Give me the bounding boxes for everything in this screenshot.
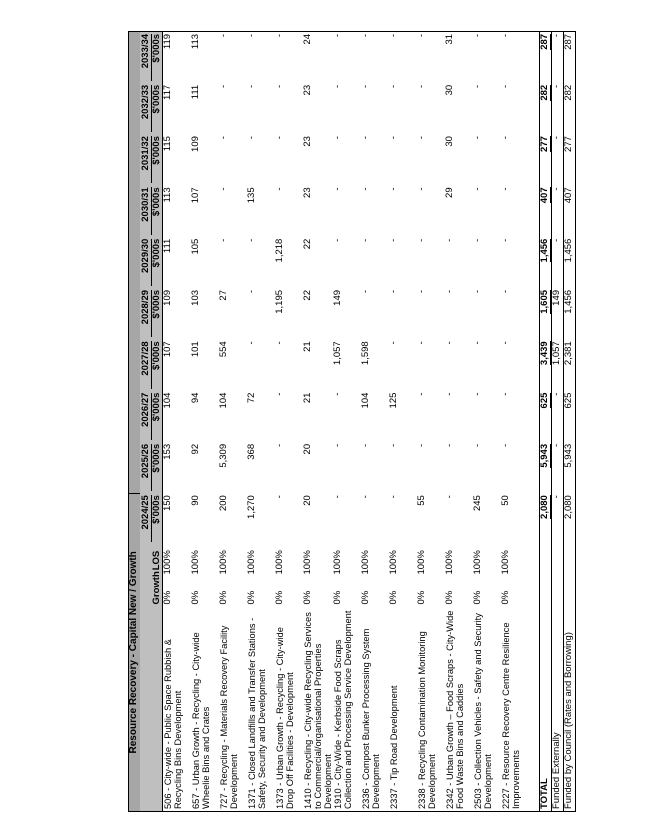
year-header (140, 493, 163, 544)
row-value: - (332, 136, 343, 140)
row-value: - (332, 84, 343, 88)
row-los: 100% (388, 550, 399, 575)
row-value: 105 (190, 238, 201, 255)
row-value: 23 (302, 136, 313, 147)
row-growth: 0% (416, 590, 427, 605)
table-body (163, 31, 576, 811)
row-growth: 0% (500, 590, 511, 605)
row-value: 92 (190, 443, 201, 455)
year-header (140, 288, 163, 339)
row-value: 200 (218, 495, 229, 512)
row-value: 113 (190, 33, 201, 50)
row-value: 31 (444, 33, 455, 45)
funded-externally-row-value: - (552, 391, 564, 442)
total-row-value (540, 134, 552, 185)
year-header (140, 339, 163, 390)
row-value: - (444, 341, 455, 345)
total-row (540, 31, 552, 811)
funded-externally-row-value: - (552, 134, 564, 185)
row-description: 657 - Urban Growth - Recycling - City-wide Wheelie Bins and Crates (191, 632, 211, 809)
row-value: - (388, 289, 399, 294)
row-los: 100% (218, 550, 229, 575)
row-value: - (472, 392, 483, 396)
row-growth: 0% (360, 590, 371, 605)
row-value: - (472, 341, 483, 345)
total-row-value (540, 339, 552, 390)
row-value: - (444, 392, 455, 396)
row-value: - (388, 136, 399, 140)
year-label: 2032/33 (141, 85, 152, 132)
table-row (219, 31, 247, 811)
row-value: 1,270 (246, 495, 257, 519)
total-amount: 5,943 (539, 443, 550, 468)
year-header (140, 185, 163, 236)
funded-council-row-value: 277 (564, 134, 576, 185)
row-value: 113 (162, 187, 173, 203)
funded-council-row-value: 625 (564, 391, 576, 442)
year-header (140, 442, 163, 493)
funded-externally-row-label: Funded Externally (552, 545, 564, 812)
row-value: - (388, 495, 399, 499)
row-los: 100% (246, 550, 257, 575)
row-value: - (472, 33, 483, 38)
row-value: - (332, 392, 343, 396)
row-value: - (444, 495, 455, 499)
table-row (501, 31, 529, 811)
row-value: 55 (416, 495, 427, 506)
funded-council-row-value: 2,080 (564, 493, 576, 544)
row-value: - (332, 495, 343, 499)
column-header-row (140, 31, 163, 811)
row-value: - (472, 136, 483, 140)
row-value: - (246, 33, 257, 38)
funded-council-row-value: 282 (564, 83, 576, 134)
row-growth: 0% (472, 590, 483, 605)
row-value: - (500, 392, 511, 396)
row-value: - (246, 136, 257, 140)
row-value: - (274, 443, 285, 448)
row-value: - (444, 238, 455, 242)
row-description: 506 - City-wide - Public Space Rubbish & Recycling Bins Development (163, 638, 183, 809)
row-value: 21 (302, 392, 313, 404)
spacer-row (529, 31, 540, 811)
row-value: - (444, 289, 455, 294)
year-label: 2033/34 (141, 34, 152, 81)
total-amount: 277 (539, 136, 550, 152)
row-value: 30 (444, 136, 455, 147)
row-value: - (360, 33, 371, 38)
row-value: - (218, 84, 229, 88)
row-value: - (416, 238, 427, 242)
row-los: 100% (416, 550, 427, 575)
year-header (140, 83, 163, 134)
year-label: 2029/30 (141, 239, 152, 286)
year-label: 2026/27 (141, 393, 152, 440)
funded-council-row-label: Funded by Council (Rates and Borrowing) (564, 545, 576, 812)
row-value: 23 (302, 84, 313, 96)
table-row (361, 31, 389, 811)
table-row (333, 31, 361, 811)
row-value: 115 (162, 136, 173, 152)
total-row-value (540, 83, 552, 134)
row-growth: 0% (302, 590, 313, 605)
row-value: 153 (162, 443, 173, 460)
row-value: - (388, 443, 399, 448)
row-value: - (246, 238, 257, 242)
year-label: 2030/31 (141, 187, 152, 234)
row-value: 90 (190, 495, 201, 506)
row-value: 103 (190, 289, 201, 306)
row-value: - (246, 84, 257, 88)
row-value: - (500, 136, 511, 140)
row-description: 2336 - Compost Bunker Processing System Development (361, 628, 381, 809)
row-value: 29 (444, 187, 455, 198)
row-value: 109 (190, 136, 201, 152)
row-value: 111 (190, 84, 201, 100)
year-label: 2024/25 (141, 495, 152, 542)
row-value: - (500, 238, 511, 242)
row-value: 22 (302, 238, 313, 250)
row-value: 27 (218, 289, 229, 301)
row-value: - (360, 84, 371, 88)
row-value: 23 (302, 187, 313, 198)
row-value: 1,598 (360, 341, 371, 366)
row-growth: 0% (332, 590, 343, 605)
row-growth: 0% (246, 590, 257, 605)
row-value: - (360, 495, 371, 499)
table-row (303, 31, 333, 811)
row-description: 2227 - Resource Recovery Centre Resilience Improvements (501, 622, 521, 809)
row-value: 101 (190, 341, 201, 358)
row-growth: 0% (190, 590, 201, 605)
unit-label: $'000s (151, 341, 162, 370)
row-description: 1373 - Urban Growth - Recycling - City-wide Drop Off Facilities - Development (275, 627, 295, 809)
row-value: 20 (302, 443, 313, 455)
table-title: Resource Recovery - Capital New / Growth (129, 493, 141, 811)
row-growth: 0% (444, 590, 455, 605)
funded-council-row-value: 1,456 (564, 237, 576, 288)
row-value: - (500, 84, 511, 88)
table-row (445, 31, 473, 811)
total-row-label: TOTAL (540, 545, 552, 812)
row-los: 100% (190, 550, 201, 575)
row-growth: 0% (218, 590, 229, 605)
row-value: 72 (246, 392, 257, 404)
row-value: 111 (162, 238, 173, 254)
row-value: - (472, 84, 483, 88)
total-amount: 282 (539, 84, 550, 101)
table-row (191, 31, 219, 811)
row-value: - (388, 187, 399, 191)
row-value: 104 (360, 392, 371, 409)
unit-label: $'000s (151, 84, 162, 114)
row-value: - (360, 238, 371, 242)
funded-externally-row-value: - (552, 442, 564, 493)
row-value: - (332, 238, 343, 242)
total-amount: 1,456 (539, 238, 550, 263)
year-label: 2028/29 (141, 290, 152, 337)
row-value: - (218, 187, 229, 191)
row-los: 100% (274, 550, 285, 575)
row-value: - (416, 187, 427, 191)
funded-externally-row-value: - (552, 83, 564, 134)
total-amount: 287 (539, 33, 550, 50)
row-description: 2503 - Collection Vehicles - Safety and Security Development (473, 613, 493, 809)
row-value: 20 (302, 495, 313, 506)
row-value: - (274, 495, 285, 499)
row-value: - (472, 443, 483, 448)
row-value: 554 (218, 341, 229, 358)
year-label: 2027/28 (141, 341, 152, 388)
total-amount: 625 (539, 392, 550, 409)
row-value: 5,309 (218, 443, 229, 468)
row-value: - (274, 136, 285, 140)
year-header (140, 237, 163, 288)
row-value: 107 (190, 187, 201, 204)
table-row (163, 31, 192, 811)
row-growth: 0% (162, 590, 173, 605)
row-value: 107 (162, 341, 173, 358)
total-row-value (540, 185, 552, 236)
funded-council-row-value: 407 (564, 185, 576, 236)
row-value: 1,218 (274, 238, 285, 263)
spacer-cell (529, 31, 540, 811)
table-row (247, 31, 275, 811)
row-value: 245 (472, 495, 483, 512)
los-header: LOS (140, 545, 163, 577)
row-value: 109 (162, 289, 173, 306)
row-value: - (500, 187, 511, 191)
row-los: 100% (162, 550, 173, 575)
title-blank (129, 31, 141, 493)
row-value: 150 (162, 495, 173, 512)
funded-externally-row-value: - (552, 237, 564, 288)
row-value: 368 (246, 443, 257, 460)
row-value: - (472, 187, 483, 191)
row-value: 94 (190, 392, 201, 404)
total-amount: 1,605 (539, 289, 550, 314)
row-value: - (360, 136, 371, 140)
row-description: 2338 - Recycling Contamination Monitoring Development (417, 631, 437, 809)
row-value: - (416, 289, 427, 294)
total-row-value (540, 31, 552, 82)
row-los: 100% (500, 550, 511, 575)
funded-council-row-value: 1,456 (564, 288, 576, 339)
funded-externally-row-value: - (552, 31, 564, 82)
row-value: - (274, 84, 285, 88)
total-amount: 3,439 (539, 341, 550, 366)
row-value: 22 (302, 289, 313, 301)
funded-council-row (564, 31, 576, 811)
row-description: 2337 - Tip Road Development (389, 685, 399, 809)
unit-label: $'000s (151, 392, 162, 422)
row-value: 125 (388, 392, 399, 409)
row-value: 104 (162, 392, 173, 409)
row-value: - (246, 289, 257, 294)
row-los: 100% (472, 550, 483, 575)
funded-externally-row-value: - (552, 493, 564, 544)
funded-council-row-value: 2,381 (564, 339, 576, 390)
row-value: - (218, 238, 229, 242)
row-value: 119 (162, 33, 173, 50)
unit-label: $'000s (151, 495, 162, 524)
row-value: - (388, 33, 399, 38)
description-header (140, 607, 163, 812)
rotated-table-container (128, 32, 628, 812)
total-row-value (540, 288, 552, 339)
row-description: 1910 - City-Wide - Kerbside Food Scraps Collection and Processing Service Development (333, 610, 353, 809)
funded-council-row-value: 5,943 (564, 442, 576, 493)
total-row-value (540, 493, 552, 544)
funded-council-row-value: 287 (564, 31, 576, 82)
row-value: - (360, 289, 371, 294)
total-row-value (540, 391, 552, 442)
unit-label: $'000s (151, 33, 162, 63)
row-value: - (416, 33, 427, 38)
year-header (140, 31, 163, 82)
total-amount: 407 (539, 187, 550, 204)
table-row (275, 31, 303, 811)
unit-label: $'000s (151, 136, 162, 165)
row-description: 1371 - Closed Landfills and Transfer Stations - Safety, Security and Development (247, 617, 267, 809)
unit-label: $'000s (151, 238, 162, 268)
row-los: 100% (302, 550, 313, 575)
row-value: - (472, 238, 483, 242)
row-value: - (218, 33, 229, 38)
row-value: 21 (302, 341, 313, 352)
row-value: 1,195 (274, 289, 285, 314)
unit-label: $'000s (151, 443, 162, 473)
funded-externally-row-value: 149 (552, 288, 564, 339)
funded-externally-row (552, 31, 564, 811)
funded-externally-row-value: 1,057 (552, 339, 564, 390)
row-los: 100% (444, 550, 455, 575)
row-value: - (500, 341, 511, 345)
row-value: - (416, 136, 427, 140)
row-value: 24 (302, 33, 313, 45)
row-value: - (274, 341, 285, 345)
row-value: - (388, 238, 399, 242)
unit-label: $'000s (151, 187, 162, 217)
row-value: - (416, 443, 427, 448)
row-value: - (416, 341, 427, 345)
row-value: 30 (444, 84, 455, 96)
row-value: - (388, 84, 399, 88)
row-value: - (416, 392, 427, 396)
row-value: 50 (500, 495, 511, 506)
row-value: 104 (218, 392, 229, 409)
growth-header: Growth (140, 577, 163, 607)
row-value: - (500, 33, 511, 38)
row-value: 1,057 (332, 341, 343, 366)
row-value: - (332, 443, 343, 448)
row-description: 1410 - Recycling - City-wide Recycling Services to Commercial/organisational Properties Development (303, 612, 333, 809)
year-header (140, 391, 163, 442)
row-value: - (416, 84, 427, 88)
table-row (473, 31, 501, 811)
row-value: - (500, 443, 511, 448)
row-value: - (218, 136, 229, 140)
row-value: - (274, 392, 285, 396)
row-value: - (500, 289, 511, 294)
row-growth: 0% (274, 590, 285, 605)
unit-label: $'000s (151, 289, 162, 319)
row-value: - (444, 443, 455, 448)
year-label: 2031/32 (141, 136, 152, 183)
row-value: - (246, 341, 257, 345)
row-value: - (360, 187, 371, 191)
table-row (389, 31, 417, 811)
row-los: 100% (360, 550, 371, 575)
row-value: 135 (246, 187, 257, 204)
total-row-value (540, 237, 552, 288)
row-los: 100% (332, 550, 343, 575)
row-value: 149 (332, 289, 343, 306)
row-growth: 0% (388, 590, 399, 605)
row-value: - (332, 187, 343, 191)
row-value: 117 (162, 84, 173, 100)
total-amount: 2,080 (539, 495, 550, 519)
year-header (140, 134, 163, 185)
funded-externally-row-value: - (552, 185, 564, 236)
row-value: - (274, 187, 285, 191)
row-description: 727 - Recycling - Materials Recovery Facility Development (219, 625, 239, 809)
year-label: 2025/26 (141, 444, 152, 491)
row-value: - (388, 341, 399, 345)
row-description: 2342 - Urban Growth – Food Scraps - City-Wide Food Waste Bins and Caddies (445, 610, 465, 809)
table-row (417, 31, 445, 811)
row-value: - (360, 443, 371, 448)
row-value: - (472, 289, 483, 294)
capital-table (128, 31, 576, 812)
total-row-value (540, 442, 552, 493)
row-value: - (274, 33, 285, 38)
row-value: - (332, 33, 343, 38)
